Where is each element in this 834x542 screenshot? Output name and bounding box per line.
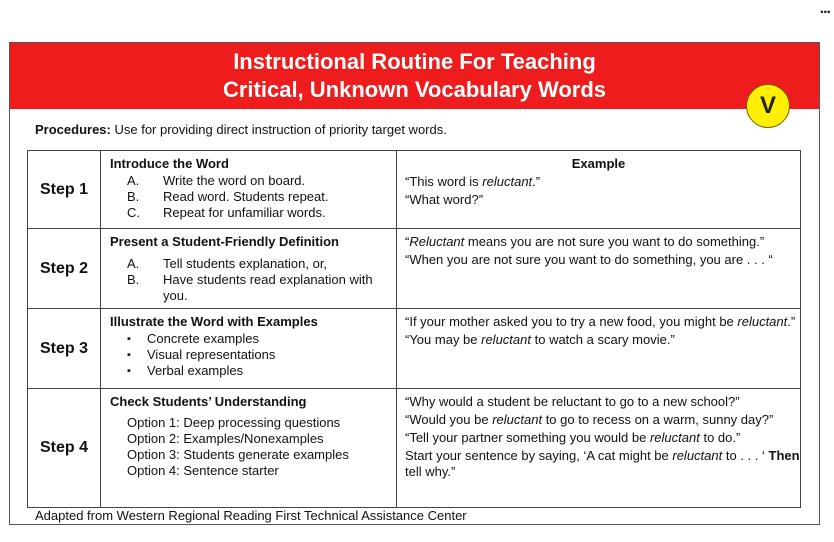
procedures-label: Procedures: — [35, 122, 111, 137]
example-cell — [397, 389, 801, 508]
step-label: Step 2 — [28, 229, 101, 309]
procedure-list — [101, 329, 396, 379]
more-icon: ... — [819, 0, 830, 17]
title-line-1: Instructional Routine For Teaching — [233, 49, 596, 74]
procedures-text: Use for providing direct instruction of priority target words. — [110, 122, 447, 137]
list-item: C. Repeat for unfamiliar words. — [127, 205, 326, 220]
procedure-list — [101, 409, 396, 479]
procedures-note — [35, 122, 447, 137]
procedure-cell — [101, 229, 397, 309]
section-badge: V — [746, 84, 790, 128]
table-row — [28, 229, 801, 309]
example-text: “Why would a student be reluctant to go to a new school?” “Would you be reluctant to go to recess on a warm, sunny day?” “Tell your partner something you would be reluctant to do.” Start your sentence by saying, ‘A cat might be reluctant to . . . ‘ Then tell why.” — [405, 394, 800, 479]
example-text: “If your mother asked you to try a new food, you might be reluctant.” “You may be reluctant to watch a scary movie.” — [405, 314, 796, 347]
step-label: Step 3 — [28, 309, 101, 389]
list-item: Option 3: Students generate examples — [127, 447, 349, 462]
procedure-list — [101, 171, 396, 221]
list-item: ▪ Visual representations — [127, 347, 396, 363]
procedure-cell — [101, 389, 397, 508]
procedure-list — [101, 249, 396, 304]
procedure-cell — [101, 309, 397, 389]
procedure-heading: Introduce the Word — [110, 156, 229, 171]
procedure-heading: Illustrate the Word with Examples — [110, 314, 318, 329]
list-item: Option 4: Sentence starter — [127, 463, 279, 478]
procedure-heading: Check Students’ Understanding — [110, 394, 307, 409]
table-row — [28, 389, 801, 508]
example-header: Example — [571, 156, 626, 171]
example-cell — [397, 229, 801, 309]
title-line-2: Critical, Unknown Vocabulary Words — [222, 77, 607, 102]
title-banner — [10, 43, 819, 109]
list-item: Option 2: Examples/Nonexamples — [127, 431, 324, 446]
steps-table — [27, 150, 801, 508]
procedure-cell — [101, 151, 397, 229]
step-label: Step 4 — [28, 389, 101, 508]
routine-card — [9, 42, 820, 525]
example-text: “This word is reluctant.” “What word?” — [405, 174, 541, 207]
example-cell — [397, 151, 801, 229]
step-label: Step 1 — [28, 151, 101, 229]
list-item: A. Tell students explanation, or, — [127, 256, 328, 271]
table-row — [28, 309, 801, 389]
example-cell — [397, 309, 801, 389]
procedure-heading: Present a Student-Friendly Definition — [110, 234, 339, 249]
example-text: “Reluctant means you are not sure you want to do something.” “When you are not sure you want to do something, you are . . . “ — [405, 234, 773, 267]
list-item: Option 1: Deep processing questions — [127, 415, 341, 430]
list-item: ▪ Verbal examples — [127, 363, 396, 379]
source-credit: Adapted from Western Regional Reading First Technical Assistance Center — [35, 508, 467, 523]
list-item: B. Read word. Students repeat. — [127, 189, 329, 204]
list-item: ▪ Concrete examples — [127, 331, 396, 347]
list-item: B. Have students read explanation with you. — [127, 272, 373, 303]
table-row — [28, 151, 801, 229]
list-item: A. Write the word on board. — [127, 173, 306, 188]
